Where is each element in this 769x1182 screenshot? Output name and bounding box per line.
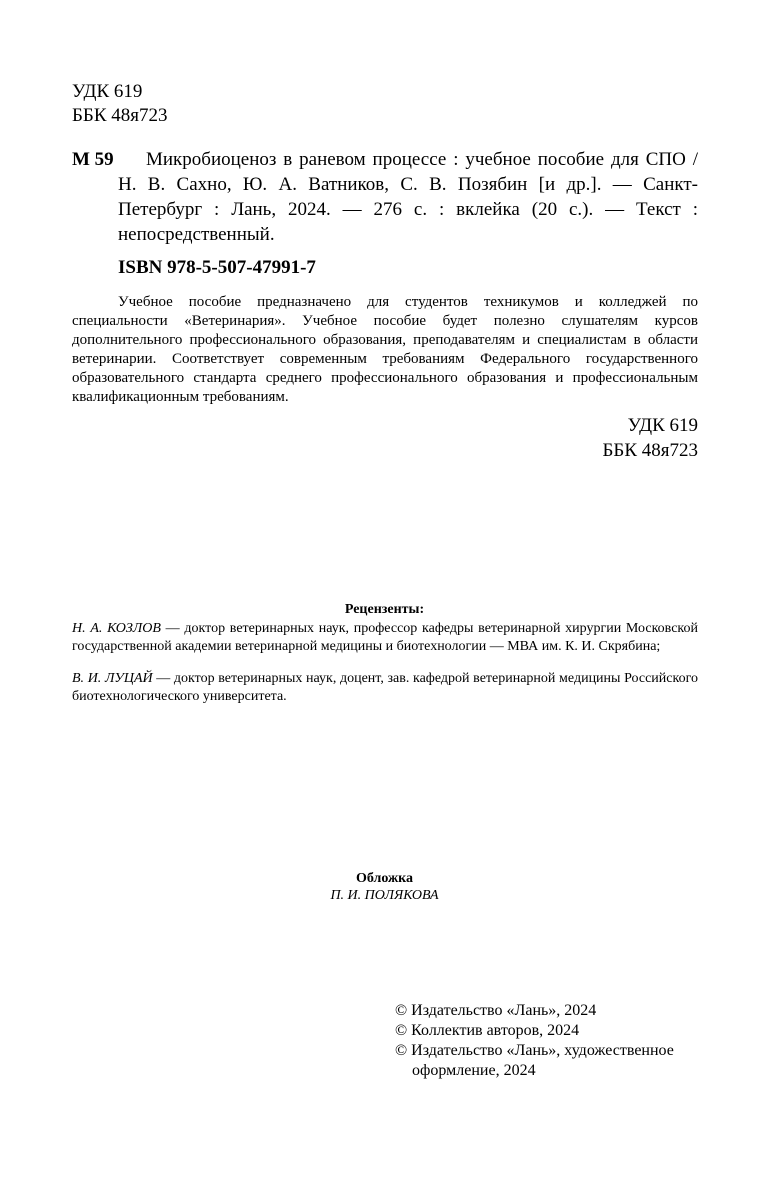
reviewer-name: В. И. ЛУЦАЙ	[72, 671, 153, 686]
reviewers-title: Рецензенты:	[344, 602, 425, 617]
reviewer-entry	[72, 620, 698, 656]
reviewer-entry	[72, 670, 698, 706]
udk-block-right	[603, 413, 698, 463]
copyright-line: © Издательство «Лань», 2024	[395, 1002, 597, 1019]
cover-title: Обложка	[355, 871, 414, 886]
bibliographic-description: Микробиоценоз в раневом процессе : учебное пособие для СПО / Н. В. Сахно, Ю. А. Ватников, С. В. Позябин [и др.]. — Санкт-Петербург : Лань, 2024. — 276 с. : вклейка (20 с.). — Текст : непосредственный.	[118, 149, 698, 245]
copyright-line: © Коллектив авторов, 2024	[395, 1022, 580, 1039]
reviewer-description: — доктор ветеринарных наук, доцент, зав. кафедрой ветеринарной медицины Российского биотехнологического университета.	[72, 671, 698, 704]
bbk-code-right: ББК 48я723	[602, 440, 698, 461]
author-mark: М 59	[72, 149, 114, 170]
copyright-block	[395, 1001, 705, 1081]
udk-code: УДК 619	[72, 81, 143, 102]
udk-block-top	[72, 80, 167, 128]
abstract: Учебное пособие предназначено для студентов техникумов и колледжей по специальности «Ветеринария». Учебное пособие будет полезно слушателям курсов дополнительного профессионального образования, преподавателям и специалистам в области ветеринарии. Соответствует современным требованиям Федерального государственного образовательного стандарта среднего профессионального образования и профессиональным квалификационным требованиям.	[72, 294, 698, 405]
cover-designer: П. И. ПОЛЯКОВА	[330, 888, 439, 903]
copyright-line: © Издательство «Лань», художественное оформление, 2024	[395, 1042, 674, 1079]
reviewer-description: — доктор ветеринарных наук, профессор кафедры ветеринарной хирургии Московской государственной академии ветеринарной медицины и биотехнологии — МВА им. К. И. Скрябина;	[72, 621, 698, 654]
bbk-code: ББК 48я723	[72, 105, 168, 126]
reviewer-name: Н. А. КОЗЛОВ	[72, 621, 161, 636]
udk-code-right: УДК 619	[627, 415, 698, 436]
isbn: ISBN 978-5-507-47991-7	[118, 257, 316, 278]
catalog-record	[72, 147, 698, 247]
